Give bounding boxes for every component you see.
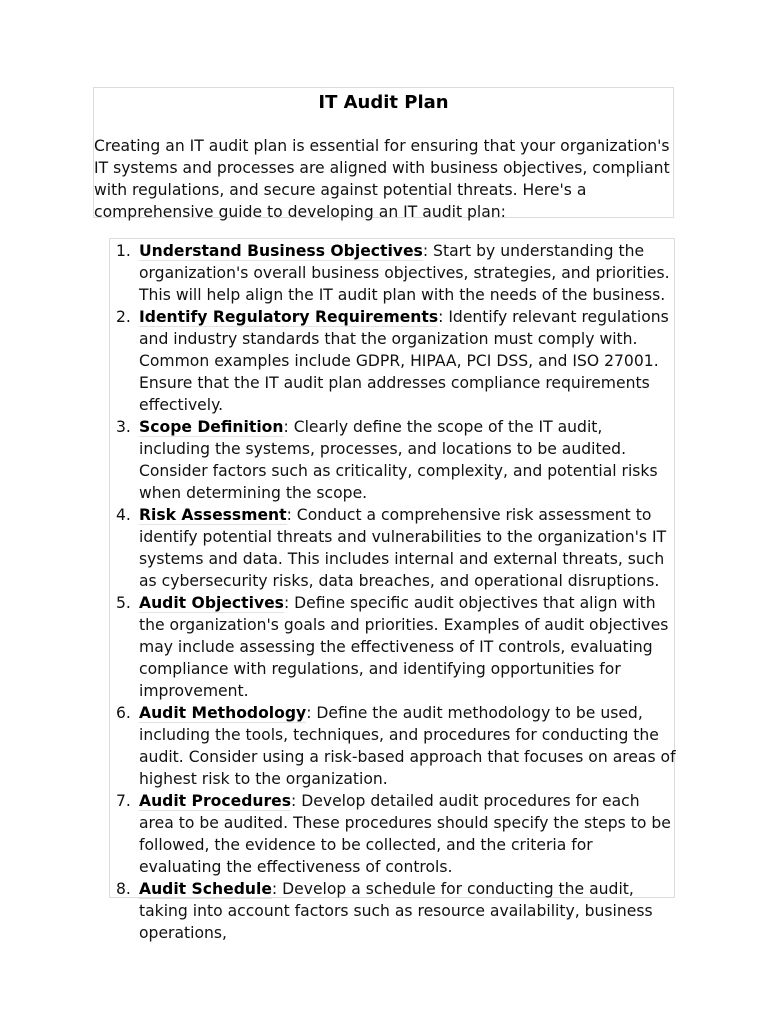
step-description: : Develop detailed audit procedures for each area to be audited. These procedures should specify the steps to be followed, the evidence to be collected, and the criteria for evaluating the effectiveness of controls. xyxy=(139,792,671,876)
list-item xyxy=(110,790,676,878)
step-term: Audit Procedures xyxy=(139,792,292,810)
list-item xyxy=(110,504,676,592)
step-number: 2. xyxy=(116,308,131,326)
step-description: : Define the audit methodology to be used, including the tools, techniques, and procedures for conducting the audit. Consider using a risk-based approach that focuses on areas of highest risk to the organization. xyxy=(139,704,676,788)
step-number: 1. xyxy=(116,242,131,260)
step-number: 6. xyxy=(116,704,131,722)
step-number: 4. xyxy=(116,506,131,524)
step-description: : Clearly define the scope of the IT audit, including the systems, processes, and locations to be audited. Consider factors such as criticality, complexity, and potential risks when determining the scope. xyxy=(139,418,658,502)
step-number: 5. xyxy=(116,594,131,612)
list-item xyxy=(110,702,676,790)
intro-section xyxy=(93,87,674,221)
list-item xyxy=(110,416,676,504)
list-item xyxy=(110,878,676,944)
step-term: Audit Methodology xyxy=(139,704,307,722)
step-description: : Start by understanding the organization's overall business objectives, strategies, and priorities. This will help align the IT audit plan with the needs of the business. xyxy=(139,242,670,304)
step-term: Understand Business Objectives xyxy=(139,242,423,260)
step-term: Risk Assessment xyxy=(139,506,287,524)
step-description: : Conduct a comprehensive risk assessment to identify potential threats and vulnerabilities to the organization's IT systems and data. This includes internal and external threats, such as cybersecurity risks, data breaches, and operational disruptions. xyxy=(139,506,667,590)
list-item xyxy=(110,240,676,306)
intro-paragraph: Creating an IT audit plan is essential for ensuring that your organization's IT systems and processes are aligned with business objectives, compliant with regulations, and secure against potential threats. Here's a comprehensive guide to developing an IT audit plan: xyxy=(94,137,670,221)
steps-list xyxy=(110,240,676,944)
list-item xyxy=(110,592,676,702)
page-title: IT Audit Plan xyxy=(318,92,449,113)
step-number: 3. xyxy=(116,418,131,436)
step-number: 8. xyxy=(116,880,131,898)
step-number: 7. xyxy=(116,792,131,810)
step-term: Identify Regulatory Requirements xyxy=(139,308,439,326)
step-term: Audit Objectives xyxy=(139,594,284,612)
step-term: Audit Schedule xyxy=(139,880,272,898)
step-description: : Define specific audit objectives that align with the organization's goals and priorities. Examples of audit objectives may include assessing the effectiveness of IT controls, evaluating compliance with regulations, and identifying opportunities for improvement. xyxy=(139,594,669,700)
list-item xyxy=(110,306,676,416)
step-description: : Develop a schedule for conducting the audit, taking into account factors such as resource availability, business operations, xyxy=(139,880,653,942)
step-term: Scope Definition xyxy=(139,418,284,436)
steps-section xyxy=(109,238,676,942)
step-description: : Identify relevant regulations and industry standards that the organization must comply with. Common examples include GDPR, HIPAA, PCI DSS, and ISO 27001. Ensure that the IT audit plan addresses compliance requirements effectively. xyxy=(139,308,669,414)
